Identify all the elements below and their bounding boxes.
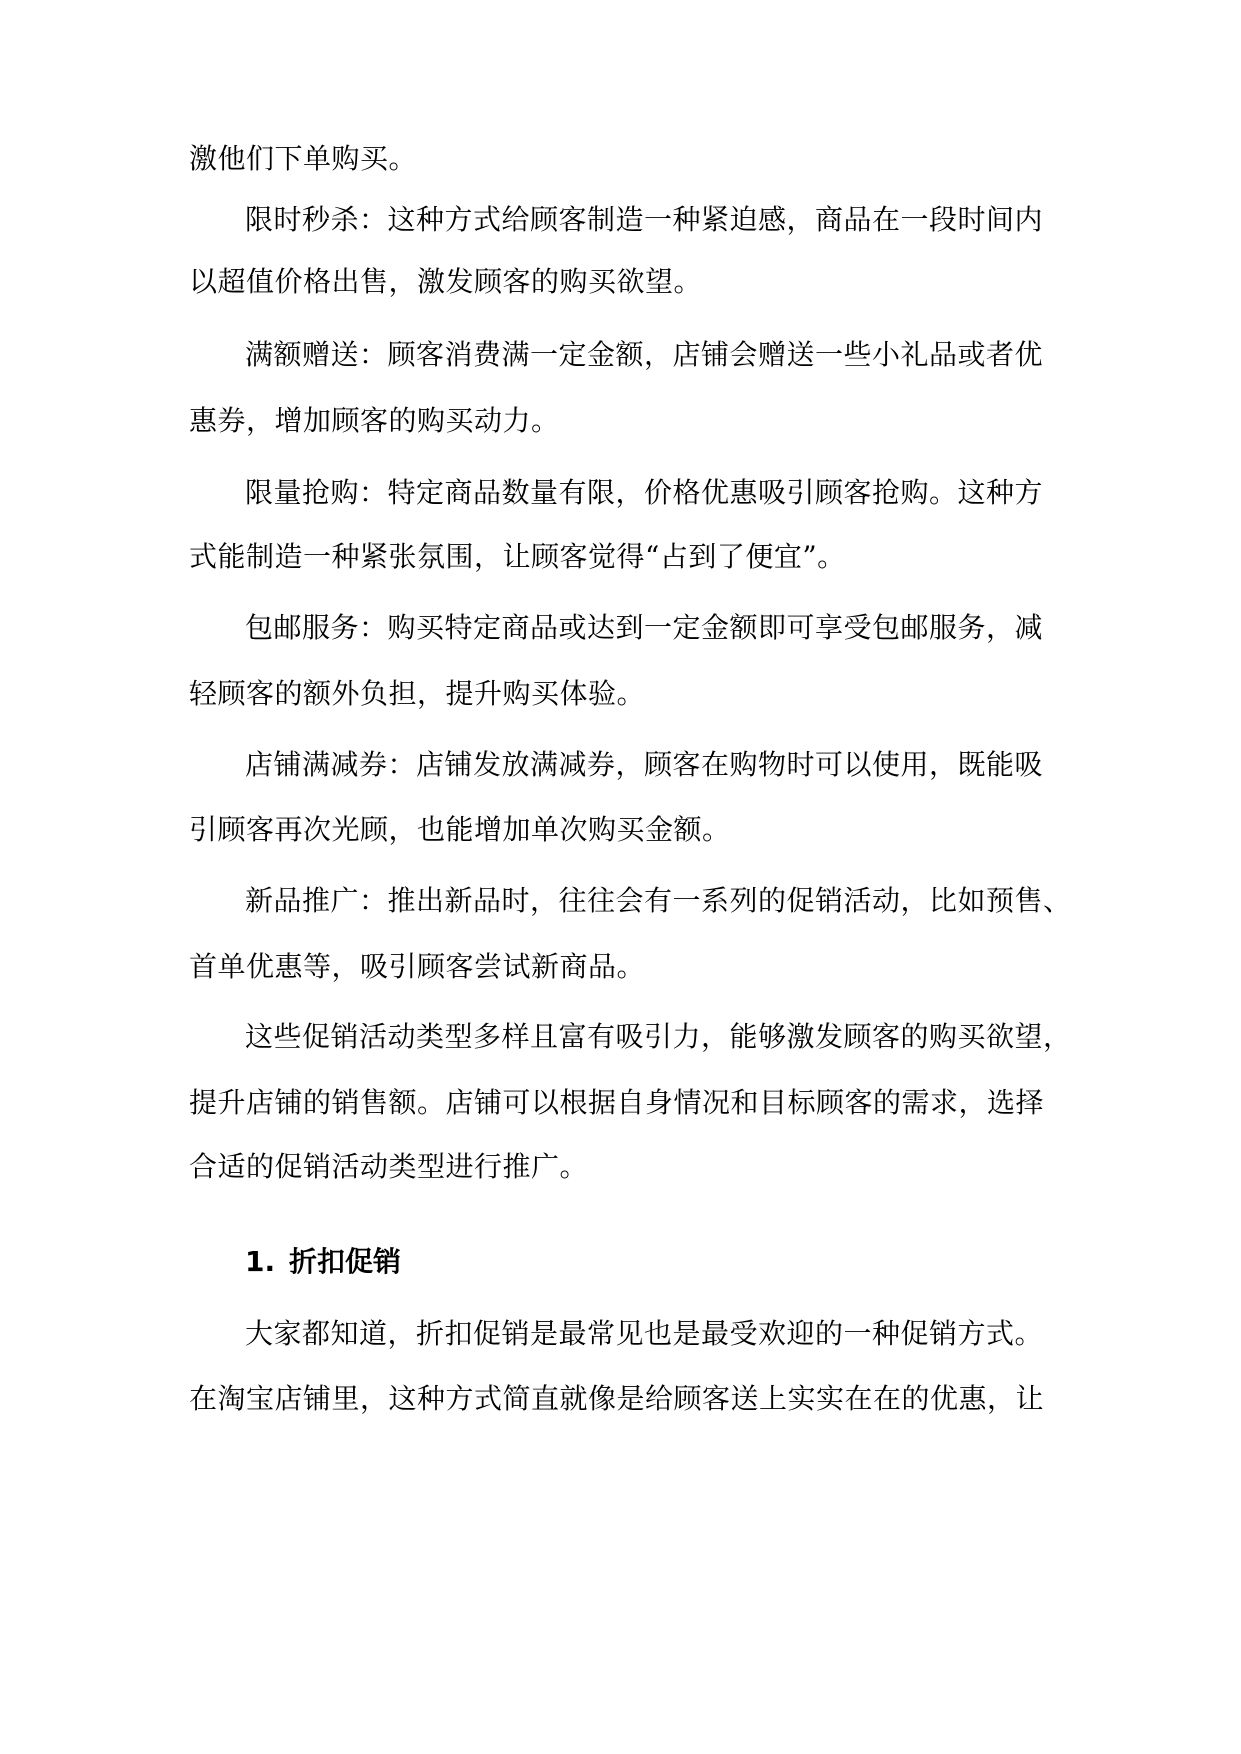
text-line: 提升店铺的销售额。店铺可以根据自身情况和目标顾客的需求，选择 — [189, 1086, 1045, 1119]
text-line: 激他们下单购买。 — [189, 142, 418, 175]
text-line: 店铺满减券：店铺发放满减券，顾客在购物时可以使用，既能吸 — [245, 748, 1044, 781]
text-line: 以超值价格出售，激发顾客的购买欲望。 — [189, 265, 703, 298]
text-line: 限时秒杀：这种方式给顾客制造一种紧迫感，商品在一段时间内 — [245, 203, 1044, 236]
text-line: 包邮服务：购买特定商品或达到一定金额即可享受包邮服务，减 — [245, 611, 1044, 644]
text-line: 合适的促销活动类型进行推广。 — [189, 1150, 589, 1183]
text-line: 轻顾客的额外负担，提升购买体验。 — [189, 677, 646, 710]
section-title: 折扣促销 — [289, 1245, 402, 1278]
text-line: 首单优惠等，吸引顾客尝试新商品。 — [189, 950, 646, 983]
text-line: 新品推广：推出新品时，往往会有一系列的促销活动，比如预售、 — [245, 884, 1072, 917]
text-line: 在淘宝店铺里，这种方式简直就像是给顾客送上实实在在的优惠，让 — [189, 1382, 1045, 1415]
text-line: 引顾客再次光顾，也能增加单次购买金额。 — [189, 813, 731, 846]
text-line: 满额赠送：顾客消费满一定金额，店铺会赠送一些小礼品或者优 — [245, 338, 1044, 371]
text-line: 大家都知道，折扣促销是最常见也是最受欢迎的一种促销方式。 — [245, 1317, 1044, 1350]
text-line: 限量抢购：特定商品数量有限，价格优惠吸引顾客抢购。这种方 — [245, 476, 1044, 509]
text-line: 式能制造一种紧张氛围，让顾客觉得“占到了便宜”。 — [189, 540, 846, 573]
section-number: 1. — [245, 1245, 276, 1278]
text-line: 这些促销活动类型多样且富有吸引力，能够激发顾客的购买欲望， — [245, 1020, 1072, 1053]
section-heading — [245, 1245, 401, 1279]
text-line: 惠券，增加顾客的购买动力。 — [189, 404, 560, 437]
